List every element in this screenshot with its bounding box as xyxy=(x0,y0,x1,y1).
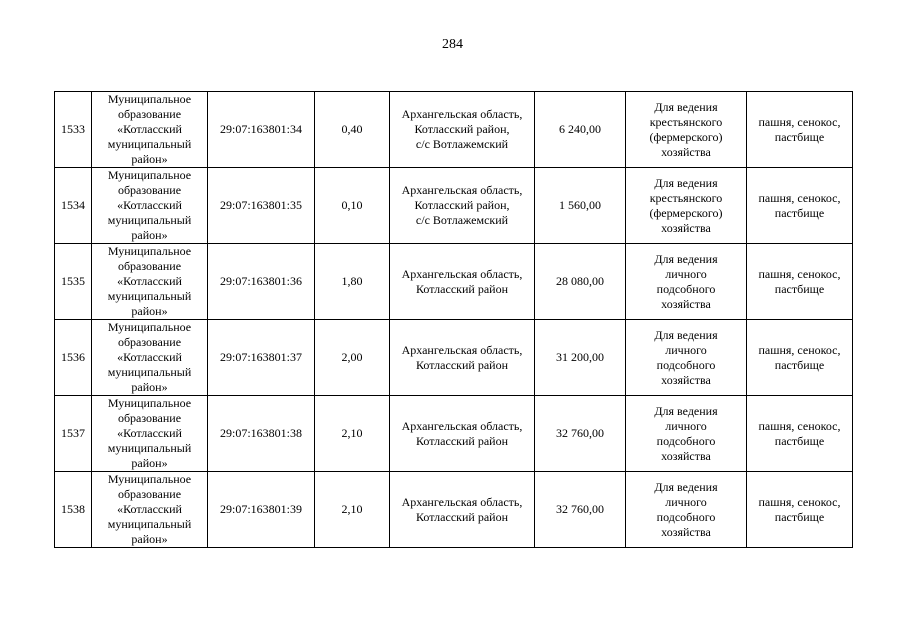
cadastral-number-cell: 29:07:163801:35 xyxy=(208,168,315,244)
value-cell: 31 200,00 xyxy=(535,320,626,396)
area-cell: 2,10 xyxy=(315,472,390,548)
purpose-cell: Для ведения личного подсобного хозяйства xyxy=(626,472,747,548)
row-number-cell: 1534 xyxy=(55,168,92,244)
land-type-cell: пашня, сенокос, пастбище xyxy=(747,320,853,396)
land-type-cell: пашня, сенокос, пастбище xyxy=(747,168,853,244)
row-number-cell: 1533 xyxy=(55,92,92,168)
cadastral-number-cell: 29:07:163801:39 xyxy=(208,472,315,548)
cadastral-number-cell: 29:07:163801:37 xyxy=(208,320,315,396)
table-row xyxy=(55,92,853,168)
table-row xyxy=(55,396,853,472)
table-row xyxy=(55,320,853,396)
area-cell: 2,10 xyxy=(315,396,390,472)
land-plots-table xyxy=(54,91,853,548)
row-number-cell: 1536 xyxy=(55,320,92,396)
owner-cell: Муниципальное образование «Котласский муниципальный район» xyxy=(92,92,208,168)
table-row xyxy=(55,472,853,548)
location-cell: Архангельская область, Котласский район xyxy=(390,472,535,548)
row-number-cell: 1537 xyxy=(55,396,92,472)
location-cell: Архангельская область, Котласский район xyxy=(390,396,535,472)
location-cell: Архангельская область, Котласский район, с/с Вотлажемский xyxy=(390,92,535,168)
row-number-cell: 1538 xyxy=(55,472,92,548)
area-cell: 0,10 xyxy=(315,168,390,244)
cadastral-number-cell: 29:07:163801:36 xyxy=(208,244,315,320)
purpose-cell: Для ведения крестьянского (фермерского) хозяйства xyxy=(626,168,747,244)
value-cell: 32 760,00 xyxy=(535,396,626,472)
purpose-cell: Для ведения личного подсобного хозяйства xyxy=(626,396,747,472)
location-cell: Архангельская область, Котласский район xyxy=(390,244,535,320)
area-cell: 2,00 xyxy=(315,320,390,396)
page-number: 284 xyxy=(442,37,463,52)
owner-cell: Муниципальное образование «Котласский муниципальный район» xyxy=(92,320,208,396)
land-type-cell: пашня, сенокос, пастбище xyxy=(747,396,853,472)
value-cell: 28 080,00 xyxy=(535,244,626,320)
purpose-cell: Для ведения личного подсобного хозяйства xyxy=(626,320,747,396)
area-cell: 0,40 xyxy=(315,92,390,168)
owner-cell: Муниципальное образование «Котласский муниципальный район» xyxy=(92,168,208,244)
purpose-cell: Для ведения крестьянского (фермерского) хозяйства xyxy=(626,92,747,168)
cadastral-number-cell: 29:07:163801:34 xyxy=(208,92,315,168)
land-type-cell: пашня, сенокос, пастбище xyxy=(747,472,853,548)
land-type-cell: пашня, сенокос, пастбище xyxy=(747,92,853,168)
value-cell: 6 240,00 xyxy=(535,92,626,168)
area-cell: 1,80 xyxy=(315,244,390,320)
row-number-cell: 1535 xyxy=(55,244,92,320)
land-type-cell: пашня, сенокос, пастбище xyxy=(747,244,853,320)
table-row xyxy=(55,168,853,244)
value-cell: 1 560,00 xyxy=(535,168,626,244)
cadastral-number-cell: 29:07:163801:38 xyxy=(208,396,315,472)
purpose-cell: Для ведения личного подсобного хозяйства xyxy=(626,244,747,320)
location-cell: Архангельская область, Котласский район, с/с Вотлажемский xyxy=(390,168,535,244)
owner-cell: Муниципальное образование «Котласский муниципальный район» xyxy=(92,472,208,548)
location-cell: Архангельская область, Котласский район xyxy=(390,320,535,396)
value-cell: 32 760,00 xyxy=(535,472,626,548)
table-row xyxy=(55,244,853,320)
owner-cell: Муниципальное образование «Котласский муниципальный район» xyxy=(92,244,208,320)
owner-cell: Муниципальное образование «Котласский муниципальный район» xyxy=(92,396,208,472)
